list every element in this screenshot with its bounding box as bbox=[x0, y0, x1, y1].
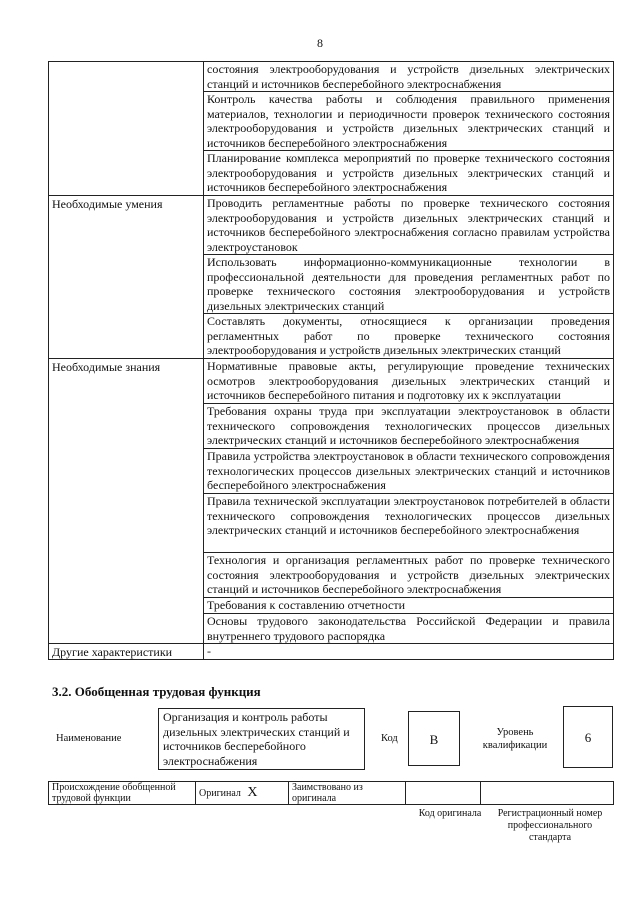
name-label: Наименование bbox=[56, 733, 122, 744]
code-original-caption: Код оригинала bbox=[418, 808, 482, 819]
table-cell: Планирование комплекса мероприятий по проверке технического состояния электрооборудования и устройств дизельных электрических станций и источников бесперебойного электроснабжения bbox=[204, 151, 614, 196]
table-row bbox=[49, 359, 614, 404]
code-box: B bbox=[408, 711, 460, 766]
original-mark: X bbox=[247, 785, 258, 800]
reg-number-caption: Регистрационный номер профессионального стандарта bbox=[497, 808, 603, 843]
code-label: Код bbox=[381, 733, 398, 744]
reg-number-cell bbox=[481, 782, 614, 805]
table-cell: Нормативные правовые акты, регулирующие проведение технических осмотров электрооборудования дизельных электрических станций и источников бесперебойного питания и подготовку их к эксплуатации bbox=[204, 359, 614, 404]
origin-table bbox=[48, 781, 614, 805]
table-cell: Составлять документы, относящиеся к организации проведения регламентных работ по проверке технического состояния электрооборудования и устройств дизельных электрических станций bbox=[204, 314, 614, 359]
table-row bbox=[49, 196, 614, 255]
row-label bbox=[49, 62, 204, 196]
level-label: Уровень квалификации bbox=[482, 727, 548, 751]
table-cell: Требования охраны труда при эксплуатации электроустановок в области технического сопровождения технологических процессов дизельных электрических станций и источников бесперебойного электроснабжения bbox=[204, 404, 614, 449]
table-cell: Проводить регламентные работы по проверке технического состояния электрооборудования и устройств дизельных электрических станций и источников бесперебойного электроснабжения согласно правилам устройства электроустановок bbox=[204, 196, 614, 255]
row-label-skills: Необходимые умения bbox=[49, 196, 204, 359]
borrowed-label: Заимствовано из оригинала bbox=[289, 782, 406, 805]
competency-table bbox=[48, 61, 614, 660]
table-cell: Основы трудового законодательства Российской Федерации и правила внутреннего трудового распорядка bbox=[204, 614, 614, 644]
table-cell: Требования к составлению отчетности bbox=[204, 598, 614, 614]
origin-label: Происхождение обобщенной трудовой функции bbox=[49, 782, 196, 805]
table-cell: Технология и организация регламентных работ по проверке технического состояния электрооборудования и устройств дизельных электрических станций и источников бесперебойного электроснабжения bbox=[204, 553, 614, 598]
table-row bbox=[49, 644, 614, 660]
original-label: Оригинал bbox=[199, 788, 241, 799]
table-cell: Правила технической эксплуатации электроустановок потребителей в области технического сопровождения технологических процессов дизельных электрических станций и источников бесперебойного электроснабжения bbox=[204, 494, 614, 553]
table-row bbox=[49, 62, 614, 92]
table-cell: состояния электрооборудования и устройств дизельных электрических станций и источников бесперебойного электроснабжения bbox=[204, 62, 614, 92]
function-name-box: Организация и контроль работы дизельных электрических станций и источников бесперебойного электроснабжения bbox=[158, 708, 365, 770]
table-cell: Использовать информационно-коммуникационные технологии в профессиональной деятельности для проведения регламентных работ по проверке технического состояния электрооборудования и устройств дизельных электрических станций bbox=[204, 255, 614, 314]
row-label-other: Другие характеристики bbox=[49, 644, 204, 660]
original-cell bbox=[196, 782, 289, 805]
page-number: 8 bbox=[317, 36, 323, 50]
table-cell: Правила устройства электроустановок в области технического сопровождения технологических процессов дизельных электрических станций и источников бесперебойного электроснабжения bbox=[204, 449, 614, 494]
table-cell: Контроль качества работы и соблюдения правильного применения материалов, технологии и периодичности проверок технического состояния электрооборудования и устройств дизельных электрических станций и источников бесперебойного электроснабжения bbox=[204, 92, 614, 151]
level-box: 6 bbox=[563, 706, 613, 768]
row-label-knowledge: Необходимые знания bbox=[49, 359, 204, 644]
table-cell: - bbox=[204, 644, 614, 660]
code-original-cell bbox=[406, 782, 481, 805]
section-title: 3.2. Обобщенная трудовая функция bbox=[52, 684, 261, 699]
